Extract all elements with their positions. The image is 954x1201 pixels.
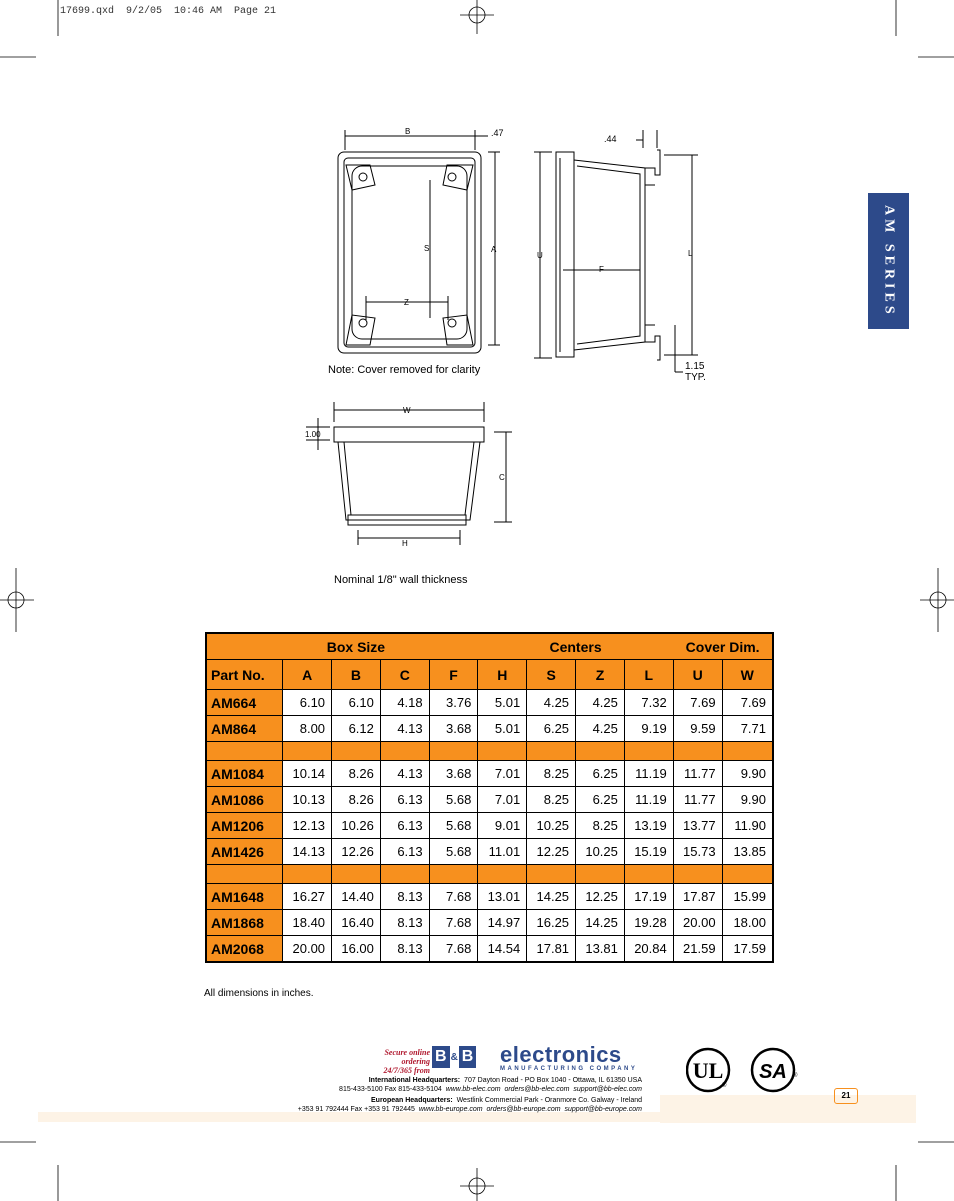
secure-ordering-text: Secure online ordering 24/7/365 from — [383, 1048, 430, 1075]
page-number: 21 — [834, 1088, 858, 1104]
spacer-row — [206, 865, 773, 884]
table-row — [206, 716, 773, 742]
table-row — [206, 936, 773, 963]
dimension-cell: 18.40 — [283, 910, 332, 936]
dimension-cell: 10.26 — [332, 813, 381, 839]
dimension-cell: 17.81 — [527, 936, 576, 963]
dim-label-f: F — [599, 265, 604, 274]
dimension-cell: 9.90 — [722, 761, 773, 787]
svg-text:UL: UL — [692, 1058, 724, 1083]
dimension-cell: 4.25 — [576, 716, 625, 742]
dimension-cell: 4.25 — [576, 690, 625, 716]
dimension-cell: 13.01 — [478, 884, 527, 910]
dimension-cell: 11.01 — [478, 839, 527, 865]
dimension-cell: 17.19 — [624, 884, 673, 910]
dimension-cell: 20.84 — [624, 936, 673, 963]
dim-label-b: B — [405, 127, 411, 136]
bb-logo-mark: B & B — [432, 1046, 476, 1068]
dimension-cell: 14.25 — [576, 910, 625, 936]
eu-support-email[interactable]: support@bb-europe.com — [564, 1106, 642, 1113]
side-tab-label: AM SERIES — [881, 204, 897, 318]
dim-label-044: .44 — [604, 134, 617, 144]
dimension-cell: 5.68 — [429, 839, 478, 865]
footer-band-right — [660, 1095, 916, 1123]
group-box-size: Box Size — [326, 638, 386, 655]
dimension-cell: 11.77 — [673, 761, 722, 787]
enclosure-drawings — [0, 0, 954, 600]
part-number-cell: AM664 — [206, 690, 283, 716]
dimension-cell: 11.90 — [722, 813, 773, 839]
part-number-cell: AM2068 — [206, 936, 283, 963]
dimension-cell: 8.00 — [283, 716, 332, 742]
note-wall: Nominal 1/8" wall thickness — [334, 574, 468, 586]
header-f: F — [429, 660, 478, 690]
part-number-cell: AM1868 — [206, 910, 283, 936]
dimension-cell: 9.19 — [624, 716, 673, 742]
dimension-cell: 13.81 — [576, 936, 625, 963]
dimension-cell: 7.69 — [673, 690, 722, 716]
table-row — [206, 787, 773, 813]
dimension-cell: 9.01 — [478, 813, 527, 839]
part-number-cell: AM1648 — [206, 884, 283, 910]
intl-hq-line: International Headquarters: 707 Dayton Road - PO Box 1040 - Ottawa, IL 61350 USA — [368, 1077, 642, 1084]
note-cover: Note: Cover removed for clarity — [328, 364, 481, 376]
intl-orders-email[interactable]: orders@bb-elec.com — [504, 1086, 570, 1093]
header-w: W — [722, 660, 773, 690]
eu-hq-line: European Headquarters: Westlink Commercial Park - Oranmore Co. Galway - Ireland — [371, 1097, 642, 1104]
bb-logo-text: electronics MANUFACTURING COMPANY — [500, 1042, 638, 1072]
dimension-cell: 4.13 — [380, 716, 429, 742]
dim-label-047: .47 — [491, 128, 504, 138]
dimension-cell: 4.13 — [380, 761, 429, 787]
intl-web-link[interactable]: www.bb-elec.com — [445, 1086, 501, 1093]
dimension-cell: 20.00 — [283, 936, 332, 963]
header-b: B — [332, 660, 381, 690]
dimension-cell: 17.59 — [722, 936, 773, 963]
dimension-cell: 13.19 — [624, 813, 673, 839]
dimension-cell: 3.68 — [429, 716, 478, 742]
dimension-cell: 6.25 — [527, 716, 576, 742]
dimension-cell: 12.13 — [283, 813, 332, 839]
dimension-cell: 8.26 — [332, 761, 381, 787]
svg-text:SA: SA — [759, 1061, 787, 1083]
dimension-cell: 6.13 — [380, 787, 429, 813]
table-footnote: All dimensions in inches. — [204, 988, 314, 999]
dimension-cell: 4.25 — [527, 690, 576, 716]
part-number-cell: AM864 — [206, 716, 283, 742]
dimension-cell: 11.19 — [624, 787, 673, 813]
dimension-cell: 6.25 — [576, 787, 625, 813]
header-s: S — [527, 660, 576, 690]
dimension-cell: 10.13 — [283, 787, 332, 813]
dimension-cell: 16.25 — [527, 910, 576, 936]
eu-orders-email[interactable]: orders@bb-europe.com — [486, 1106, 561, 1113]
dimension-cell: 6.13 — [380, 813, 429, 839]
dim-label-h: H — [402, 539, 408, 548]
eu-web-link[interactable]: www.bb-europe.com — [418, 1106, 483, 1113]
group-centers: Centers — [549, 638, 602, 655]
table-row — [206, 839, 773, 865]
top-view-drawing — [338, 130, 500, 353]
dimension-cell: 4.18 — [380, 690, 429, 716]
dimension-cell: 7.69 — [722, 690, 773, 716]
part-number-cell: AM1086 — [206, 787, 283, 813]
dimension-cell: 8.25 — [527, 761, 576, 787]
dimension-cell: 6.12 — [332, 716, 381, 742]
table-row — [206, 761, 773, 787]
header-c: C — [380, 660, 429, 690]
dim-label-a: A — [491, 245, 497, 254]
dimension-cell: 5.68 — [429, 813, 478, 839]
dimension-cell: 7.01 — [478, 761, 527, 787]
table-body — [206, 690, 773, 963]
table-row — [206, 910, 773, 936]
dimension-cell: 11.19 — [624, 761, 673, 787]
part-number-cell: AM1426 — [206, 839, 283, 865]
group-header-row — [206, 633, 773, 660]
dimension-cell: 10.14 — [283, 761, 332, 787]
dimension-cell: 7.68 — [429, 884, 478, 910]
header-u: U — [673, 660, 722, 690]
dimension-cell: 7.68 — [429, 910, 478, 936]
dimension-cell: 10.25 — [576, 839, 625, 865]
dim-label-100: 1.00 — [305, 430, 321, 439]
dimension-cell: 15.99 — [722, 884, 773, 910]
dimension-cell: 17.87 — [673, 884, 722, 910]
part-number-cell: AM1084 — [206, 761, 283, 787]
header-z: Z — [576, 660, 625, 690]
dimension-cell: 15.19 — [624, 839, 673, 865]
dimension-cell: 14.40 — [332, 884, 381, 910]
intl-contact-line: 815-433-5100 Fax 815-433-5104 www.bb-elec.com orders@bb-elec.com support@bb-elec.com — [339, 1086, 642, 1093]
dimension-cell: 13.85 — [722, 839, 773, 865]
table-row — [206, 884, 773, 910]
dimension-cell: 19.28 — [624, 910, 673, 936]
header-part-no: Part No. — [206, 660, 283, 690]
dimension-cell: 3.76 — [429, 690, 478, 716]
header-h: H — [478, 660, 527, 690]
end-view-drawing — [306, 402, 512, 545]
certification-marks — [686, 1045, 801, 1095]
dimension-cell: 15.73 — [673, 839, 722, 865]
dimension-cell: 8.13 — [380, 936, 429, 963]
dimension-cell: 8.13 — [380, 884, 429, 910]
dimension-cell: 18.00 — [722, 910, 773, 936]
dimension-cell: 7.71 — [722, 716, 773, 742]
dimension-cell: 6.13 — [380, 839, 429, 865]
svg-text:®: ® — [722, 1083, 727, 1089]
dimension-cell: 14.25 — [527, 884, 576, 910]
dimension-cell: 6.10 — [283, 690, 332, 716]
dimension-cell: 6.25 — [576, 761, 625, 787]
dimension-cell: 7.32 — [624, 690, 673, 716]
table-row — [206, 690, 773, 716]
part-number-cell: AM1206 — [206, 813, 283, 839]
column-header-row — [206, 660, 773, 690]
dim-label-typ: TYP. — [685, 372, 706, 383]
dimension-cell: 16.00 — [332, 936, 381, 963]
dimension-cell: 8.26 — [332, 787, 381, 813]
dimension-cell: 12.26 — [332, 839, 381, 865]
dim-label-115: 1.15 — [685, 361, 705, 372]
dimension-cell: 13.77 — [673, 813, 722, 839]
dim-label-u: U — [537, 251, 543, 260]
dimension-cell: 8.25 — [576, 813, 625, 839]
dimension-cell: 16.27 — [283, 884, 332, 910]
dim-label-z: Z — [404, 298, 409, 307]
dimension-cell: 20.00 — [673, 910, 722, 936]
dimension-cell: 5.01 — [478, 690, 527, 716]
dimension-cell: 9.90 — [722, 787, 773, 813]
side-view-drawing — [534, 130, 698, 372]
dimensions-table — [205, 632, 774, 963]
dimension-cell: 11.77 — [673, 787, 722, 813]
dimension-cell: 9.59 — [673, 716, 722, 742]
group-cover-dim: Cover Dim. — [685, 638, 760, 655]
dim-label-w: W — [403, 406, 411, 415]
dimension-cell: 8.13 — [380, 910, 429, 936]
dimension-cell: 5.68 — [429, 787, 478, 813]
dim-label-c: C — [499, 473, 505, 482]
dimension-cell: 7.01 — [478, 787, 527, 813]
dim-label-l: L — [688, 249, 693, 258]
dimension-cell: 12.25 — [576, 884, 625, 910]
header-a: A — [283, 660, 332, 690]
dimension-cell: 8.25 — [527, 787, 576, 813]
dim-label-s: S — [424, 244, 430, 253]
dimension-cell: 14.54 — [478, 936, 527, 963]
dimension-cell: 14.97 — [478, 910, 527, 936]
eu-contact-line: +353 91 792444 Fax +353 91 792445 www.bb-europe.com orders@bb-europe.com support@bb-europe.com — [297, 1106, 642, 1113]
dimension-cell: 16.40 — [332, 910, 381, 936]
table-row — [206, 813, 773, 839]
header-l: L — [624, 660, 673, 690]
dimension-cell: 14.13 — [283, 839, 332, 865]
spacer-row — [206, 742, 773, 761]
dimension-cell: 7.68 — [429, 936, 478, 963]
svg-text:®: ® — [793, 1073, 798, 1079]
dimension-cell: 6.10 — [332, 690, 381, 716]
dimension-cell: 12.25 — [527, 839, 576, 865]
dimension-cell: 21.59 — [673, 936, 722, 963]
dimension-cell: 10.25 — [527, 813, 576, 839]
intl-support-email[interactable]: support@bb-elec.com — [573, 1086, 642, 1093]
file-slug: 17699.qxd 9/2/05 10:46 AM Page 21 — [60, 6, 277, 17]
dimension-cell: 3.68 — [429, 761, 478, 787]
dimension-cell: 5.01 — [478, 716, 527, 742]
